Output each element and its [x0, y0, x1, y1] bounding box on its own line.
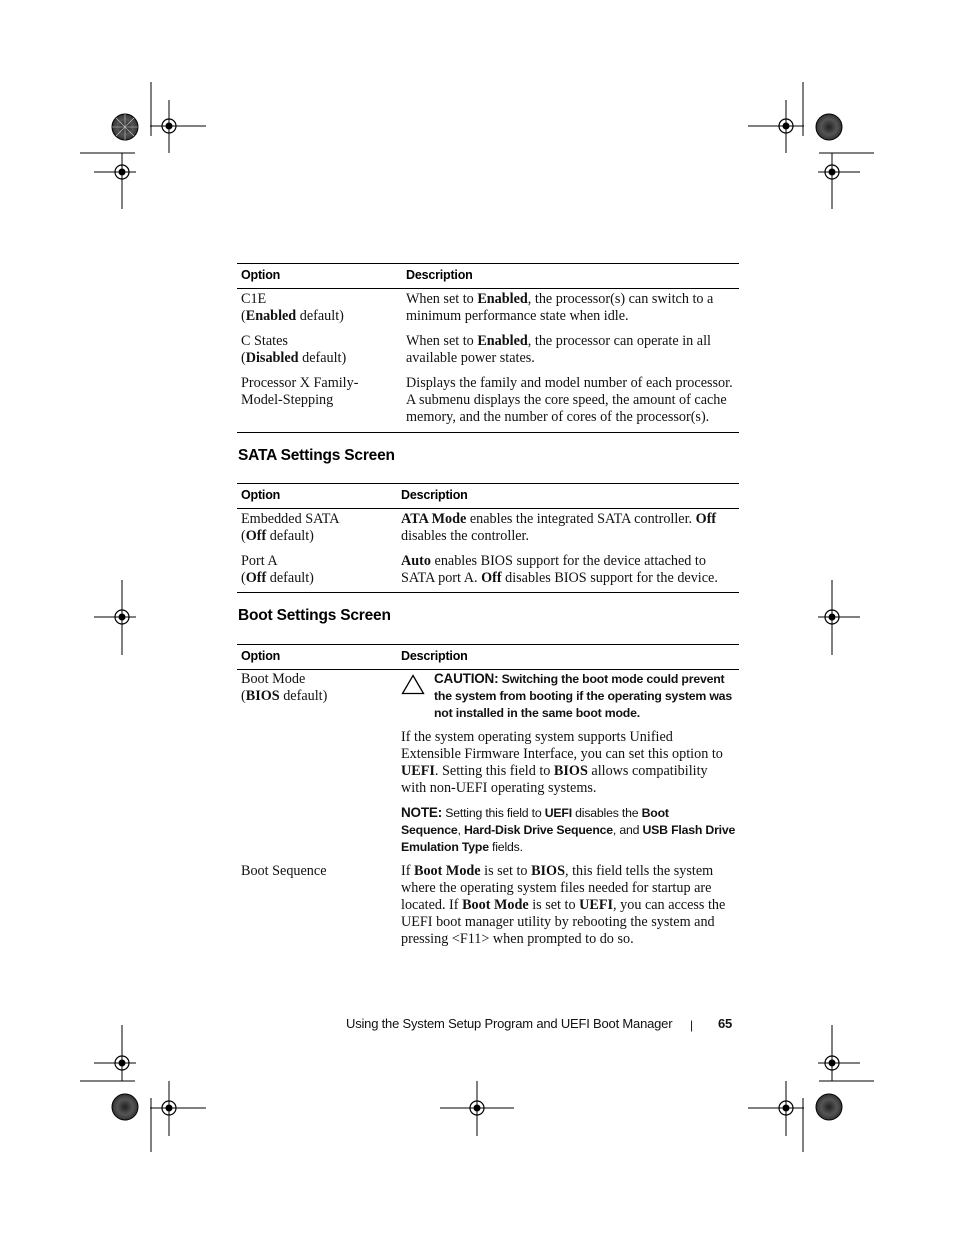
crop-mark-bottom-right	[748, 1025, 874, 1152]
option-c-states: C States (Disabled default)	[241, 333, 347, 366]
description-c1e: When set to Enabled, the processor(s) can switch to a minimum performance state when idle.	[406, 291, 714, 324]
column-header-option: Option	[241, 488, 281, 502]
column-header-option: Option	[241, 649, 281, 663]
table-bottom-rule	[237, 592, 739, 593]
sata-settings-table	[237, 483, 739, 595]
crop-mark-top-left	[80, 82, 206, 209]
boot-settings-table	[237, 644, 739, 964]
boot-section-title: Boot Settings Screen	[238, 607, 391, 624]
footer-chapter-title: Using the System Setup Program and UEFI Boot Manager	[346, 1016, 673, 1031]
boot-mode-note: NOTE: Setting this field to UEFI disables the Boot Sequence, Hard-Disk Drive Sequence, and USB Flash Drive Emulation Type fields.	[401, 805, 736, 854]
caution-triangle-icon	[401, 674, 425, 695]
description-embedded-sata: ATA Mode enables the integrated SATA controller. Off disables the controller.	[401, 511, 717, 544]
option-processor-family: Processor X Family- Model-Stepping	[241, 375, 359, 408]
table-bottom-rule	[237, 432, 739, 433]
sata-section-title: SATA Settings Screen	[238, 447, 395, 464]
crop-mark-middle-left	[94, 580, 136, 655]
processor-settings-table	[237, 263, 739, 435]
crop-mark-middle-right	[818, 580, 860, 655]
column-header-option: Option	[241, 268, 281, 282]
column-header-description: Description	[401, 649, 468, 663]
table-top-rule	[237, 483, 739, 484]
caution-note: CAUTION: Switching the boot mode could prevent the system from booting if the operating system was not installed in the same boot mode.	[434, 671, 732, 720]
column-header-description: Description	[406, 268, 473, 282]
description-boot-sequence: If Boot Mode is set to BIOS, this field tells the system where the operating system files needed for startup are located. If Boot Mode is set to UEFI, you can access the UEFI boot manager utility by rebooting the system and pressing <F11> when prompted to do so.	[401, 863, 726, 947]
option-boot-mode: Boot Mode (BIOS default)	[241, 671, 328, 704]
footer-separator: |	[690, 1018, 693, 1032]
option-embedded-sata: Embedded SATA (Off default)	[241, 511, 340, 544]
option-c1e: C1E (Enabled default)	[241, 291, 344, 324]
header-rule	[237, 508, 739, 509]
option-port-a: Port A (Off default)	[241, 553, 314, 586]
description-port-a: Auto enables BIOS support for the device attached to SATA port A. Off disables BIOS support for the device.	[401, 553, 718, 586]
page-number: 65	[718, 1016, 733, 1031]
column-header-description: Description	[401, 488, 468, 502]
table-top-rule	[237, 263, 739, 264]
option-boot-sequence: Boot Sequence	[241, 863, 327, 879]
description-processor-family: Displays the family and model number of each processor. A submenu displays the core speed, the amount of cache memory, and the number of cores of the processor(s).	[406, 375, 733, 425]
table-top-rule	[237, 644, 739, 645]
crop-mark-bottom-left	[80, 1025, 206, 1152]
header-rule	[237, 288, 739, 289]
description-boot-mode: If the system operating system supports Unified Extensible Firmware Interface, you can set this option to UEFI. Setting this field to BIOS allows compatibility with non-UEFI operating systems.	[401, 729, 723, 796]
crop-mark-top-right	[748, 82, 874, 209]
crop-mark-bottom-center	[440, 1081, 514, 1136]
description-c-states: When set to Enabled, the processor can operate in all available power states.	[406, 333, 711, 366]
